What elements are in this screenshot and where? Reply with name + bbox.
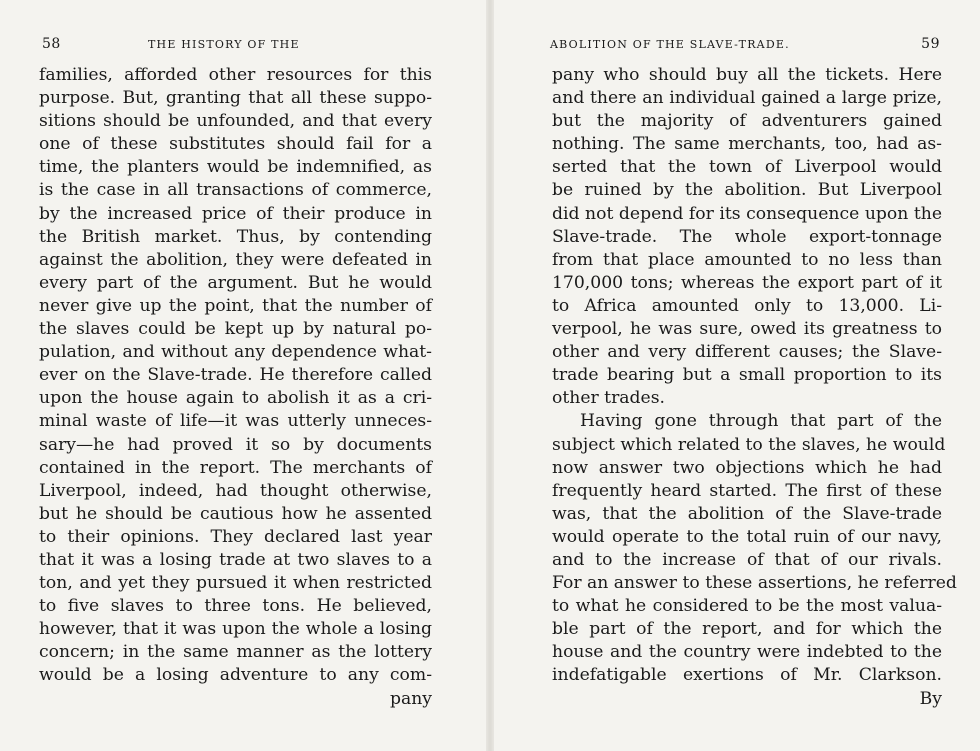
text-line: other and very different causes; the Slave- [552, 342, 942, 363]
right-page-text [552, 64, 957, 711]
text-line: the slaves could be kept up by natural po- [39, 319, 432, 340]
text-line: and there an individual gained a large prize, [552, 88, 942, 109]
text-line: by the increased price of their produce in [39, 203, 432, 224]
text-line: minal waste of life—it was utterly unneces- [39, 411, 432, 432]
left-page-text [39, 64, 432, 711]
text-line: purpose. But, granting that all these suppo- [39, 88, 432, 109]
text-line: was, that the abolition of the Slave-trade [552, 503, 942, 524]
text-line: and to the increase of that of our rivals. [552, 549, 942, 570]
text-line: frequently heard started. The first of these [552, 480, 942, 501]
text-line: time, the planters would be indemnified, as [39, 157, 432, 178]
text-line: indefatigable exertions of Mr. Clarkson. [552, 665, 942, 686]
text-line: ton, and yet they pursued it when restricted [39, 573, 432, 594]
text-line: the British market. Thus, by contending [39, 226, 432, 247]
text-line: every part of the argument. But he would [39, 272, 432, 293]
text-line: subject which related to the slaves, he would [552, 434, 946, 455]
text-line: pulation, and without any dependence what- [39, 342, 432, 363]
text-line: sary—he had proved it so by documents [39, 434, 432, 455]
text-line: other trades. [552, 388, 666, 409]
text-line: Liverpool, indeed, had thought otherwise, [39, 480, 432, 501]
text-line: however, that it was upon the whole a losing [39, 619, 432, 640]
text-line: now answer two objections which he had [552, 457, 942, 478]
text-line: upon the house again to abolish it as a cri- [39, 388, 432, 409]
text-line: did not depend for its consequence upon the [552, 203, 942, 224]
text-line: contained in the report. The merchants of [39, 457, 432, 478]
text-line: one of these substitutes should fail for a [39, 134, 432, 155]
text-line: to Africa amounted only to 13,000. Li- [552, 295, 942, 316]
right-page-number: 59 [921, 36, 940, 52]
text-line: concern; in the same manner as the lottery [39, 642, 432, 663]
text-line: For an answer to these assertions, he referred [552, 573, 957, 594]
text-line: to their opinions. They declared last year [39, 526, 432, 547]
text-line: would operate to the total ruin of our navy, [552, 526, 942, 547]
right-page-header [550, 36, 940, 56]
text-line: nothing. The same merchants, too, had as- [552, 134, 942, 155]
right-page [490, 0, 980, 751]
catchword: By [919, 688, 942, 709]
text-line: families, afforded other resources for this [39, 65, 432, 85]
text-line: would be a losing adventure to any com- [39, 665, 432, 686]
text-line: 170,000 tons; whereas the export part of it [552, 272, 942, 293]
text-line: be ruined by the abolition. But Liverpool [552, 180, 942, 201]
text-line: house and the country were indebted to the [552, 642, 942, 663]
text-line: Having gone through that part of the [580, 411, 942, 432]
text-line: sitions should be unfounded, and that every [39, 111, 432, 132]
left-page-header [42, 36, 432, 56]
text-line: trade bearing but a small proportion to its [552, 365, 942, 386]
text-line: but the majority of adventurers gained [552, 111, 942, 132]
catchword: pany [389, 688, 432, 709]
text-line: serted that the town of Liverpool would [552, 157, 942, 178]
text-line: against the abolition, they were defeated in [39, 249, 432, 270]
text-line: ble part of the report, and for which the [552, 619, 942, 640]
text-line: never give up the point, that the number of [39, 295, 432, 316]
text-line: is the case in all transactions of commerce, [39, 180, 432, 201]
left-page-number: 58 [42, 36, 61, 52]
text-line: verpool, he was sure, owed its greatness to [552, 319, 942, 340]
text-line: but he should be cautious how he assented [39, 503, 432, 524]
text-line: from that place amounted to no less than [552, 249, 942, 270]
text-line: Slave-trade. The whole export-tonnage [552, 226, 942, 247]
left-running-title: THE HISTORY OF THE [148, 38, 300, 51]
text-line: that it was a losing trade at two slaves to a [39, 549, 432, 570]
text-line: ever on the Slave-trade. He therefore called [39, 365, 432, 386]
text-line: to five slaves to three tons. He believed, [39, 596, 432, 617]
text-line: to what he considered to be the most valua- [552, 596, 942, 617]
text-line: pany who should buy all the tickets. Here [552, 65, 942, 85]
right-running-title: ABOLITION OF THE SLAVE-TRADE. [550, 38, 790, 51]
